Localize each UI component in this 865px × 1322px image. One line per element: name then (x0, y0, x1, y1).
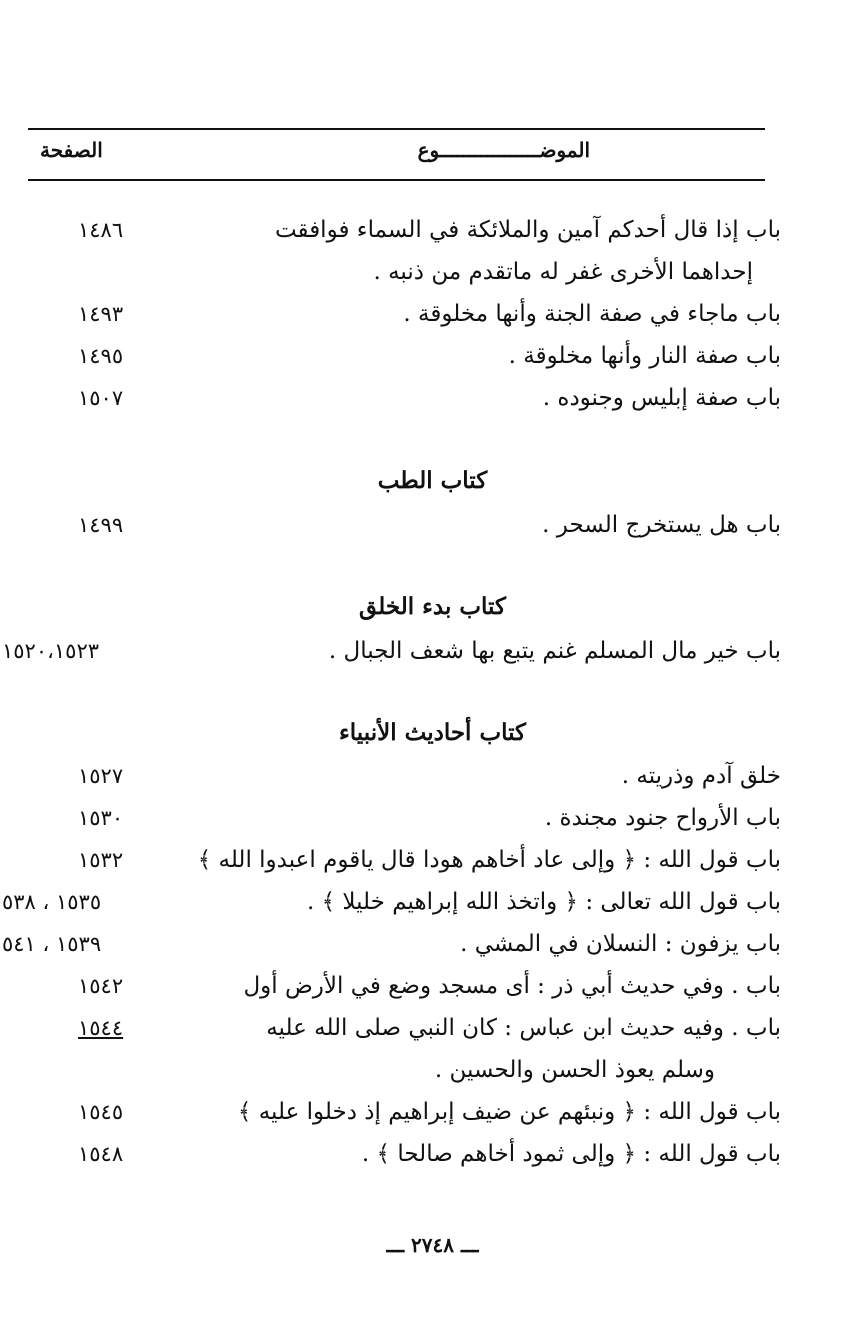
entry-text: باب . وفي حديث أبي ذر : أى مسجد وضع في الأرض أول (243, 973, 781, 999)
section-title: كتاب بدء الخلق (359, 593, 506, 620)
entry-text: باب الأرواح جنود مجندة . (544, 805, 781, 831)
page-number: ـــ ٢٧٤٨ ـــ (386, 1233, 479, 1257)
entry-text: باب قول الله : ﴿ ونبئهم عن ضيف إبراهيم إذ دخلوا عليه ﴾ (237, 1099, 781, 1125)
entry-page: ١٥٣٩ ، ٥٤١ (2, 932, 102, 956)
entry-page: ١٥٤٨ (78, 1142, 124, 1166)
entry-page: ١٥٤٢ (78, 974, 124, 998)
section-title: كتاب الطب (377, 467, 488, 494)
entry-text: باب خير مال المسلم غنم يتبع بها شعف الجبال . (328, 638, 781, 664)
entry-page: ١٥٣٠ (78, 806, 124, 830)
entry-text: باب هل يستخرج السحر . (542, 512, 781, 538)
entry-text: باب قول الله : ﴿ وإلى ثمود أخاهم صالحا ﴾ . (361, 1141, 781, 1167)
header-bottom-rule (28, 179, 765, 181)
entry-text: خلق آدم وذريته . (621, 763, 781, 789)
entry-page: ١٤٨٦ (78, 218, 124, 242)
entry-page: ١٥٢٠،١٥٢٣ (2, 639, 100, 663)
entry-text: باب . وفيه حديث ابن عباس : كان النبي صلى الله عليه (266, 1015, 781, 1041)
entry-page: ١٥٣٢ (78, 848, 124, 872)
header-top-rule (28, 128, 765, 130)
entry-text: باب يزفون : النسلان في المشي . (460, 931, 781, 957)
entry-page: ١٤٩٣ (78, 302, 124, 326)
section-title: كتاب أحاديث الأنبياء (338, 719, 527, 746)
subject-column-header: الموضـــــــــــــــــوع (417, 138, 590, 162)
entry-page: ١٥٠٧ (78, 386, 124, 410)
entry-page: ١٥٣٥ ، ٥٣٨ (2, 890, 102, 914)
entry-text: باب ماجاء في صفة الجنة وأنها مخلوقة . (403, 301, 781, 327)
entry-page: ١٤٩٩ (78, 513, 124, 537)
entry-text: وسلم يعوذ الحسن والحسين . (434, 1057, 715, 1083)
entry-page: ١٤٩٥ (78, 344, 124, 368)
entry-text: باب قول الله تعالى : ﴿ واتخذ الله إبراهيم خليلا ﴾ . (306, 889, 781, 915)
entry-text: باب إذا قال أحدكم آمين والملائكة في السماء فوافقت (274, 217, 781, 243)
entry-text: باب صفة النار وأنها مخلوقة . (508, 343, 781, 369)
entry-page: ١٥٤٤ (78, 1016, 124, 1040)
entry-page: ١٥٤٥ (78, 1100, 124, 1124)
entry-page: ١٥٢٧ (78, 764, 124, 788)
page-column-header: الصفحة (40, 138, 103, 162)
entry-text: باب صفة إبليس وجنوده . (542, 385, 781, 411)
entry-text: إحداهما الأخرى غفر له ماتقدم من ذنبه . (373, 259, 753, 285)
entry-text: باب قول الله : ﴿ وإلى عاد أخاهم هودا قال ياقوم اعبدوا الله ﴾ (197, 847, 781, 873)
